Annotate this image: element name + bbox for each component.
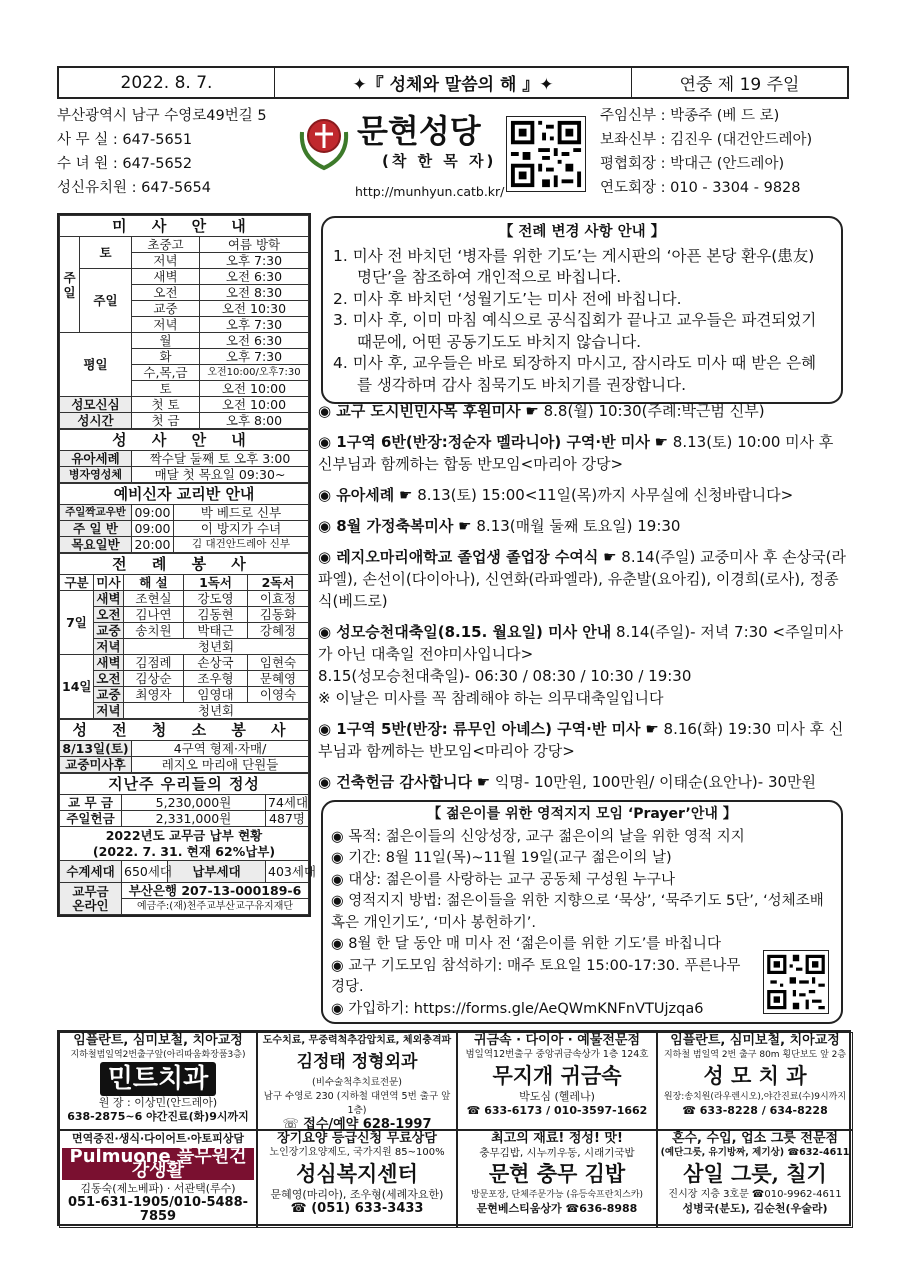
cell: 2독서 <box>248 575 309 591</box>
cell: 레지오 마리애 단원들 <box>132 757 309 773</box>
cell: 저녁 <box>94 639 124 655</box>
ad-line: 원장:송치원(라우렌시오),야간진료(수)9시까지 <box>663 1092 847 1102</box>
ad-pulmuone <box>59 1130 257 1228</box>
convent-phone: 수 녀 원 : 647-5652 <box>57 156 193 172</box>
prayer-title: 【 젊은이를 위한 영적지지 모임 ‘Prayer’안내 】 <box>427 806 737 822</box>
ad-title: Pulmuone 풀무원건강생활 <box>62 1148 254 1180</box>
ad-title: 삼일 그릇, 칠기 <box>683 1161 827 1186</box>
cell: 매달 첫 목요일 09:30~ <box>132 467 309 483</box>
news-detail: ※ 이날은 미사를 꼭 참례해야 하는 의무대축일입니다 <box>318 689 664 707</box>
cell: 구분 <box>60 575 94 591</box>
cell: 09:00 <box>132 505 174 521</box>
ad-line: 051-631-1905/010-5488-7859 <box>67 1195 249 1224</box>
cell: 74세대 <box>266 795 309 811</box>
bank-account: 부산은행 207-13-000189-6 <box>122 883 309 899</box>
news-detail: ☛ 익명- 10만원, 100만원/ 이태순(요안나)- 30만원 <box>471 773 817 791</box>
mass-title: 미 사 안 내 <box>60 216 309 237</box>
serve-table <box>59 553 309 719</box>
news-headline: ◉ 유아세례 <box>318 486 395 504</box>
cell: 박 베드로 신부 <box>174 505 309 521</box>
sacrament-table <box>59 429 309 483</box>
cell: 이효정 <box>248 591 309 607</box>
ad-line: 지하철범일역2번출구앞(아리따움화장품3층) <box>70 1050 246 1060</box>
cell: 강도영 <box>184 591 248 607</box>
news-detail: ☛ 8.13(토) 10:00 미사 후 신부님과 함께하는 합동 반모임<마리아 강당> <box>318 433 834 473</box>
schedule-sidebar <box>57 213 317 917</box>
news-detail: 8.14(주일)- 저녁 7:30 <주일미사가 아닌 대축일 전야미사입니다> <box>318 623 844 663</box>
cell: 오전 <box>94 671 124 687</box>
ad-tableware <box>657 1130 853 1228</box>
news-headline: ◉ 교구 도시빈민사목 후원미사 <box>318 402 521 420</box>
news-headline: ◉ 1구역 5반(반장: 류무인 아녜스) 구역·반 미사 <box>318 720 641 738</box>
cell: 월 <box>132 333 200 349</box>
catechism-title: 예비신자 교리반 안내 <box>60 484 309 505</box>
cell: 저녁 <box>132 317 200 333</box>
cell: 7일 <box>60 591 94 655</box>
news-item <box>318 771 848 793</box>
cell: 09:00 <box>132 521 174 537</box>
bank-owner: 예금주:(재)천주교부산교구유지재단 <box>122 899 309 915</box>
prayer-item: ◉ 영적지지 방법: 젊은이들을 위한 지향으로 ‘묵상’, ‘묵주기도 5단’, ‘성체조배 혹은 개인기도’, ‘미사 봉헌하기’. <box>331 893 824 931</box>
ad-line: 임플란트, 심미보철, 치아교정 <box>73 1033 243 1048</box>
mass-table <box>59 215 309 429</box>
cell: 이영숙 <box>248 687 309 703</box>
ad-line: 충무김밥, 시누끼우동, 시래기국밥 <box>479 1147 635 1159</box>
status-line: 2022년도 교무금 납부 현황 <box>105 827 263 843</box>
cell: 첫 금 <box>132 413 200 429</box>
cell: 강혜정 <box>248 623 309 639</box>
cell: 토 <box>132 381 200 397</box>
news-detail: ☛ 8.13(매월 둘째 토요일) 19:30 <box>453 517 681 535</box>
ad-line: 방문포장, 단체주문가능 (유등숙프란치스카) <box>470 1190 644 1200</box>
cell: 오후 7:30 <box>200 349 309 365</box>
news-headline: ◉ 레지오마리애학교 졸업생 졸업장 수여식 <box>318 548 599 566</box>
cell: 청년회 <box>124 703 309 719</box>
cell: 이 방지가 수녀 <box>174 521 309 537</box>
cell: 오전 10:00 <box>200 397 309 413</box>
cell: 미사 <box>94 575 124 591</box>
cell: 초중고 <box>132 237 200 253</box>
news-detail: ☛ 8.14(주일) 교중미사 후 손상국(라파엘), 손선이(다이아나), 신연화(라파엘라), 유춘발(요아킴), 이경희(로사), 정종식(베드로) <box>318 548 846 610</box>
ad-line: 진시장 지층 3호문 ☎010-9962-4611 <box>668 1189 842 1200</box>
prayer-link[interactable]: ◉ 가입하기: https://forms.gle/AeQWmKNFnVTUjzqa6 <box>331 1000 704 1017</box>
cell: 487명 <box>266 811 309 827</box>
cell: 교중 <box>94 623 124 639</box>
clean-table <box>59 719 309 773</box>
sat-label: 토 <box>80 237 132 269</box>
assistant-priest: 보좌신부 : 김진우 (대건안드레아) <box>600 132 813 148</box>
ad-seongmo-dental <box>657 1032 853 1130</box>
news-item <box>318 718 848 762</box>
news-headline: ◉ 1구역 6반(반장:정순자 멜라니아) 구역·반 미사 <box>318 433 650 451</box>
cell: 최영자 <box>124 687 184 703</box>
qr-code-icon <box>506 116 586 192</box>
sunday-group: 주 일 <box>60 237 80 333</box>
news-headline: ◉ 8월 가정축복미사 <box>318 517 454 535</box>
ad-line: (예단그릇, 유기방짜, 제기상) ☎632-4611 <box>660 1147 850 1158</box>
ad-title: 무지개 귀금속 <box>492 1063 622 1088</box>
cell: 교 무 금 <box>60 795 122 811</box>
cell: 해 설 <box>124 575 184 591</box>
catechism-table <box>59 483 309 553</box>
cell: 오후 7:30 <box>200 253 309 269</box>
notice-item: 3. 미사 후, 이미 마침 예식으로 공식집회가 끝나고 교우들은 파견되었기 때문에, 어떤 공동기도도 바치지 않습니다. <box>333 311 817 351</box>
cell: 유아세례 <box>60 451 132 467</box>
cell: 목요일반 <box>60 537 132 553</box>
cell: 새벽 <box>132 269 200 285</box>
staff-block <box>600 104 812 200</box>
ad-title: 민트치과 <box>100 1062 216 1096</box>
year-theme: ✦『 성체와 말씀의 해 』✦ <box>274 68 632 97</box>
cell: 수계세대 <box>60 861 122 883</box>
prayer-item: ◉ 대상: 젊은이를 사랑하는 교구 공동체 구성원 누구나 <box>331 871 675 888</box>
church-subtitle: (착 한 목 자) <box>382 152 497 170</box>
cell: 문혜영 <box>248 671 309 687</box>
ad-line: 문현베스티움상가 ☎636-8988 <box>476 1202 638 1215</box>
news-item <box>318 515 848 537</box>
news-list <box>318 400 848 802</box>
notice-item: 1. 미사 전 바치던 ‘병자를 위한 기도’는 게시판의 ‘아픈 본당 환우(患友) 명단’을 참조하여 개인적으로 바칩니다. <box>333 246 815 286</box>
ad-title: 성심복지센터 <box>296 1161 418 1186</box>
ad-line: 638-2875~6 야간진료(화)9시까지 <box>67 1110 249 1123</box>
cell: 첫 토 <box>132 397 200 413</box>
cell: 새벽 <box>94 591 124 607</box>
cell: 김 대건안드레아 신부 <box>174 537 309 553</box>
ad-gimbap <box>457 1130 657 1228</box>
notice-title: 【 전례 변경 사항 안내 】 <box>498 224 666 240</box>
bank-label: 온라인 <box>72 897 109 913</box>
contact-block <box>57 104 267 200</box>
news-detail: 8.15(성모승천대축일)- 06:30 / 08:30 / 10:30 / 19:30 <box>318 667 692 685</box>
cell: 조현실 <box>124 591 184 607</box>
address: 부산광역시 남구 수영로49번길 5 <box>57 108 267 124</box>
notice-item: 2. 미사 후 바치던 ‘성월기도’는 미사 전에 바칩니다. <box>333 289 682 308</box>
cell: 1독서 <box>184 575 248 591</box>
ad-line: (비수술척추치료전문) <box>311 1077 402 1088</box>
cell: 새벽 <box>94 655 124 671</box>
ad-line: 남구 수영로 230 (지하철 대연역 5번 출구 앞 1층) <box>263 1091 451 1116</box>
church-name: 문현성당 <box>357 112 481 150</box>
cell: 김상순 <box>124 671 184 687</box>
cell: 650세대 <box>122 861 168 883</box>
cell: 박태근 <box>184 623 248 639</box>
cell: 403세대 <box>266 861 309 883</box>
cell: 4구역 형제·자매/ <box>132 741 309 757</box>
sun-label: 주일 <box>80 269 132 333</box>
ad-line: 귀금속 · 다이아 · 예물전문점 <box>473 1033 641 1048</box>
cell: 오전 10:30 <box>200 301 309 317</box>
cell: 2,331,000원 <box>122 811 266 827</box>
news-item <box>318 484 848 506</box>
kindergarten-phone: 성신유치원 : 647-5654 <box>57 180 211 196</box>
liturgical-week: 연중 제 19 주일 <box>679 75 800 95</box>
ad-line: 김동숙(제노베파) · 서관택(루수) <box>80 1182 236 1195</box>
cell: 저녁 <box>132 253 200 269</box>
cell: 병자영성체 <box>60 467 132 483</box>
liturgy-change-box <box>321 216 843 404</box>
ad-orthopedic <box>257 1032 457 1130</box>
news-detail: ☛ 8.13(토) 15:00<11일(목)까지 사무실에 신청바랍니다> <box>394 486 794 504</box>
prayer-item: ◉ 8월 한 달 동안 매 미사 전 ‘젊은이를 위한 기도’를 바칩니다 <box>331 936 721 952</box>
ad-line: 최고의 재료! 정성! 맛! <box>491 1131 623 1146</box>
news-item <box>318 546 848 612</box>
ad-line: ☏ 접수/예약 628-1997 <box>282 1117 432 1132</box>
ad-line: 성병국(분도), 김순천(우술라) <box>682 1202 828 1215</box>
ad-line: 범일역12번출구 중앙귀금속상가 1층 124호 <box>465 1049 649 1060</box>
ad-line: 지하철 범일역 2번 출구 80m 횡단보도 앞 2층 <box>663 1050 847 1060</box>
offering-title: 지난주 우리들의 정성 <box>60 774 309 795</box>
news-item <box>318 400 848 422</box>
cell: 수,목,금 <box>132 365 200 381</box>
ad-line: ☎ (051) 633-3433 <box>290 1201 424 1216</box>
cell: 주 일 반 <box>60 521 132 537</box>
church-url[interactable]: http://munhyun.catb.kr/ <box>355 184 505 199</box>
cell: 납부세대 <box>168 861 266 883</box>
ad-line: 장기요양 등급신청 무료상담 <box>277 1131 437 1146</box>
ad-line: 혼수, 수입, 업소 그릇 전문점 <box>671 1131 839 1146</box>
header-bar <box>57 66 849 99</box>
ad-line: 도수치료, 무중력척추감압치료, 체외충격파 <box>262 1035 452 1046</box>
cell: 짝수달 둘째 토 오후 3:00 <box>132 451 309 467</box>
prayer-item: ◉ 목적: 젊은이들의 신앙성장, 교구 젊은이의 날을 위한 영적 지지 <box>331 828 745 845</box>
cell: 오전 <box>132 285 200 301</box>
cell: 주일짝교우반 <box>60 505 132 521</box>
ad-title: 김정태 정형외과 <box>296 1052 418 1072</box>
pastor: 주임신부 : 박종주 (베 드 로) <box>600 108 780 124</box>
ads-grid <box>57 1030 851 1226</box>
office-phone: 사 무 실 : 647-5651 <box>57 132 193 148</box>
bulletin-date: 2022. 8. 7. <box>120 72 213 93</box>
prayer-item: ◉ 교구 기도모임 참석하기: 매주 토요일 15:00-17:30. 푸른나무 경당. <box>331 957 741 995</box>
bank-label: 교무금 <box>72 883 109 899</box>
news-item <box>318 431 848 475</box>
cell: 성모신심 <box>60 397 132 413</box>
ad-line: 문혜영(마리아), 조우형(세례자요한) <box>270 1188 444 1201</box>
cell: 20:00 <box>132 537 174 553</box>
cell: 교중 <box>94 687 124 703</box>
cell: 오전 6:30 <box>200 333 309 349</box>
sacrament-title: 성 사 안 내 <box>60 430 309 451</box>
cell: 송치원 <box>124 623 184 639</box>
weekday-label: 평일 <box>60 333 132 397</box>
ad-line: 원 장 : 이상민(안드레아) <box>98 1096 218 1109</box>
news-detail: ☛ 8.8(월) 10:30(주례:박근범 신부) <box>520 402 765 420</box>
ad-title: 성 모 치 과 <box>703 1063 807 1088</box>
cell: 화 <box>132 349 200 365</box>
cell: 김점례 <box>124 655 184 671</box>
news-headline: ◉ 성모승천대축일(8.15. 월요일) 미사 안내 <box>318 623 612 641</box>
ad-line: 박도심 (헬레나) <box>519 1090 595 1103</box>
cell: 김동현 <box>184 607 248 623</box>
cell: 오전 <box>94 607 124 623</box>
cell: 오전 10:00 <box>200 381 309 397</box>
cell: 임현숙 <box>248 655 309 671</box>
prayer-item: ◉ 기간: 8월 11일(목)~11월 19일(교구 젊은이의 날) <box>331 850 672 866</box>
cell: 교중미사후 <box>60 757 132 773</box>
cell: 손상국 <box>184 655 248 671</box>
clean-title: 성 전 청 소 봉 사 <box>60 720 309 741</box>
cell: 오후 7:30 <box>200 317 309 333</box>
cell: 14일 <box>60 655 94 719</box>
cell: 오전 6:30 <box>200 269 309 285</box>
ad-line: 면역증진·생식·다이어트·아토피상담 <box>72 1132 244 1145</box>
cell: 교중 <box>132 301 200 317</box>
ad-welfare-center <box>257 1130 457 1228</box>
ad-jewelry <box>457 1032 657 1130</box>
cell: 오후 8:00 <box>200 413 309 429</box>
cell: 주일헌금 <box>60 811 122 827</box>
notice-item: 4. 미사 후, 교우들은 바로 퇴장하지 마시고, 잠시라도 미사 때 받은 은혜를 생각하며 감사 침묵기도 바치기를 권장합니다. <box>333 354 817 394</box>
cell: 조우형 <box>184 671 248 687</box>
cell: 8/13일(토) <box>60 741 132 757</box>
funeral-chair: 연도회장 : 010 - 3304 - 9828 <box>600 180 801 196</box>
serve-title: 전 례 봉 사 <box>60 554 309 575</box>
council-president: 평협회장 : 박대근 (안드레아) <box>600 156 785 172</box>
cell: 5,230,000원 <box>122 795 266 811</box>
ad-mint-dental <box>59 1032 257 1130</box>
cell: 김나연 <box>124 607 184 623</box>
status-line: (2022. 7. 31. 현재 62%납부) <box>92 843 276 859</box>
cell: 김동화 <box>248 607 309 623</box>
offering-table <box>59 773 317 915</box>
cell: 오전10:00/오후7:30 <box>200 365 309 381</box>
ad-line: ☎ 633-8228 / 634-8228 <box>682 1104 828 1117</box>
cell: 저녁 <box>94 703 124 719</box>
parish-emblem-icon <box>298 112 350 170</box>
cell: 여름 방학 <box>200 237 309 253</box>
ad-title: 문현 충무 김밥 <box>488 1161 626 1186</box>
news-headline: ◉ 건축헌금 감사합니다 <box>318 773 472 791</box>
cell: 성시간 <box>60 413 132 429</box>
news-item <box>318 621 848 709</box>
ad-line: 임플란트, 심미보철, 치아교정 <box>670 1033 840 1048</box>
news-detail: ☛ 8.16(화) 19:30 미사 후 신부님과 함께하는 반모임<마리아 강당> <box>318 720 844 760</box>
cell: 오전 8:30 <box>200 285 309 301</box>
qr-code-icon <box>763 950 829 1014</box>
ad-line: 노인장기요양제도, 국가지원 85~100% <box>269 1147 445 1158</box>
cell: 임영대 <box>184 687 248 703</box>
ad-line: ☎ 633-6173 / 010-3597-1662 <box>466 1104 648 1117</box>
cell: 청년회 <box>124 639 309 655</box>
